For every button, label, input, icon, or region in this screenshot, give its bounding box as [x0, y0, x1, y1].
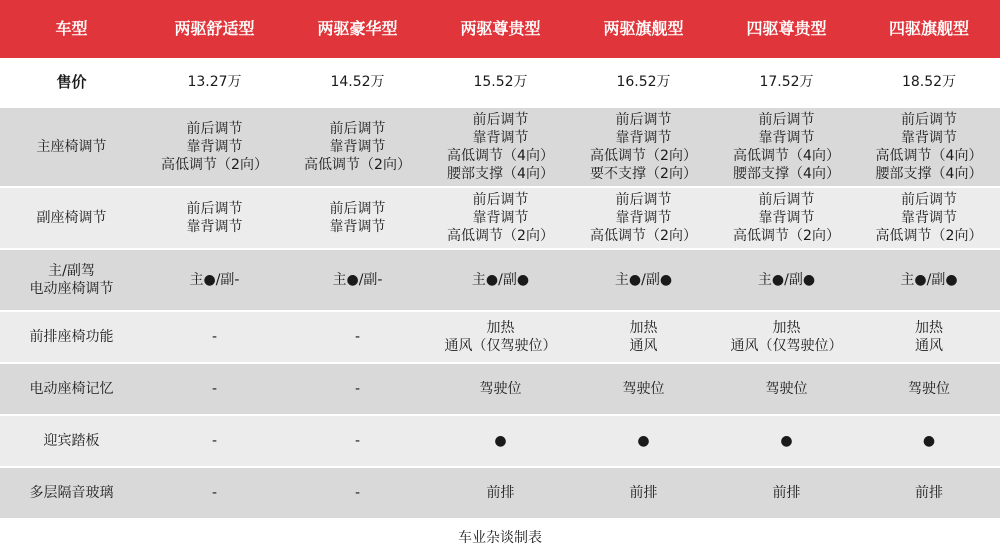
price-cell: 17.52万: [715, 58, 858, 107]
table-cell: 主●/副●: [715, 249, 858, 311]
table-cell: 前后调节 靠背调节 高低调节（2向）: [572, 187, 715, 249]
table-cell: -: [286, 467, 429, 519]
table-cell: -: [286, 415, 429, 467]
table-cell: 加热 通风（仅驾驶位）: [429, 311, 572, 363]
table-cell: 前后调节 靠背调节 高低调节（2向） 要不支撑（2向）: [572, 107, 715, 187]
table-cell: ●: [858, 415, 1000, 467]
table-row: [0, 107, 1000, 187]
table-cell: 前后调节 靠背调节 高低调节（2向）: [715, 187, 858, 249]
table-cell: ●: [715, 415, 858, 467]
row-label: 副座椅调节: [0, 187, 143, 249]
table-cell: 主●/副●: [429, 249, 572, 311]
table-cell: 前后调节 靠背调节: [143, 187, 286, 249]
table-cell: 前排: [858, 467, 1000, 519]
model-name: 两驱豪华型: [286, 0, 429, 58]
row-label: 迎宾踏板: [0, 415, 143, 467]
table-cell: 加热 通风（仅驾驶位）: [715, 311, 858, 363]
table-cell: 主●/副-: [286, 249, 429, 311]
table-cell: 加热 通风: [858, 311, 1000, 363]
table-cell: 加热 通风: [572, 311, 715, 363]
price-cell: 14.52万: [286, 58, 429, 107]
table-cell: 前后调节 靠背调节 高低调节（4向） 腰部支撑（4向）: [858, 107, 1000, 187]
row-label: 电动座椅记忆: [0, 363, 143, 415]
row-label: 主座椅调节: [0, 107, 143, 187]
price-cell: 15.52万: [429, 58, 572, 107]
table-row: [0, 467, 1000, 519]
price-row: [0, 58, 1000, 107]
table-cell: 主●/副●: [858, 249, 1000, 311]
table-cell: 前后调节 靠背调节 高低调节（4向） 腰部支撑（4向）: [429, 107, 572, 187]
table-cell: -: [286, 363, 429, 415]
table-cell: 前后调节 靠背调节 高低调节（2向）: [286, 107, 429, 187]
table-cell: ●: [429, 415, 572, 467]
table-cell: 驾驶位: [429, 363, 572, 415]
table-row: [0, 311, 1000, 363]
price-cell: 16.52万: [572, 58, 715, 107]
table-row: [0, 187, 1000, 249]
table-cell: 驾驶位: [572, 363, 715, 415]
price-cell: 13.27万: [143, 58, 286, 107]
table-row: [0, 249, 1000, 311]
table-row: [0, 363, 1000, 415]
table-cell: 主●/副-: [143, 249, 286, 311]
table-cell: 前排: [715, 467, 858, 519]
row-label: 前排座椅功能: [0, 311, 143, 363]
model-name: 两驱尊贵型: [429, 0, 572, 58]
price-cell: 18.52万: [858, 58, 1000, 107]
row-label: 售价: [0, 58, 143, 107]
table-cell: -: [143, 415, 286, 467]
row-label: 多层隔音玻璃: [0, 467, 143, 519]
row-label: 主/副驾 电动座椅调节: [0, 249, 143, 311]
table-cell: -: [143, 467, 286, 519]
model-name: 四驱旗舰型: [858, 0, 1000, 58]
table-cell: -: [286, 311, 429, 363]
table-cell: 驾驶位: [858, 363, 1000, 415]
table-cell: 前后调节 靠背调节 高低调节（2向）: [143, 107, 286, 187]
model-name: 两驱旗舰型: [572, 0, 715, 58]
table-cell: 前后调节 靠背调节 高低调节（2向）: [429, 187, 572, 249]
table-cell: ●: [572, 415, 715, 467]
table-row: [0, 415, 1000, 467]
header-row: [0, 0, 1000, 58]
table-cell: 前排: [572, 467, 715, 519]
model-name: 四驱尊贵型: [715, 0, 858, 58]
table-cell: 前后调节 靠背调节 高低调节（2向）: [858, 187, 1000, 249]
model-name: 两驱舒适型: [143, 0, 286, 58]
table-cell: -: [143, 311, 286, 363]
table-cell: 驾驶位: [715, 363, 858, 415]
table-footer-credit: 车业杂谈制表: [0, 520, 1000, 553]
table-cell: -: [143, 363, 286, 415]
table-cell: 前后调节 靠背调节 高低调节（4向） 腰部支撑（4向）: [715, 107, 858, 187]
table-cell: 前后调节 靠背调节: [286, 187, 429, 249]
header-label: 车型: [0, 0, 143, 58]
table-cell: 前排: [429, 467, 572, 519]
table-cell: 主●/副●: [572, 249, 715, 311]
